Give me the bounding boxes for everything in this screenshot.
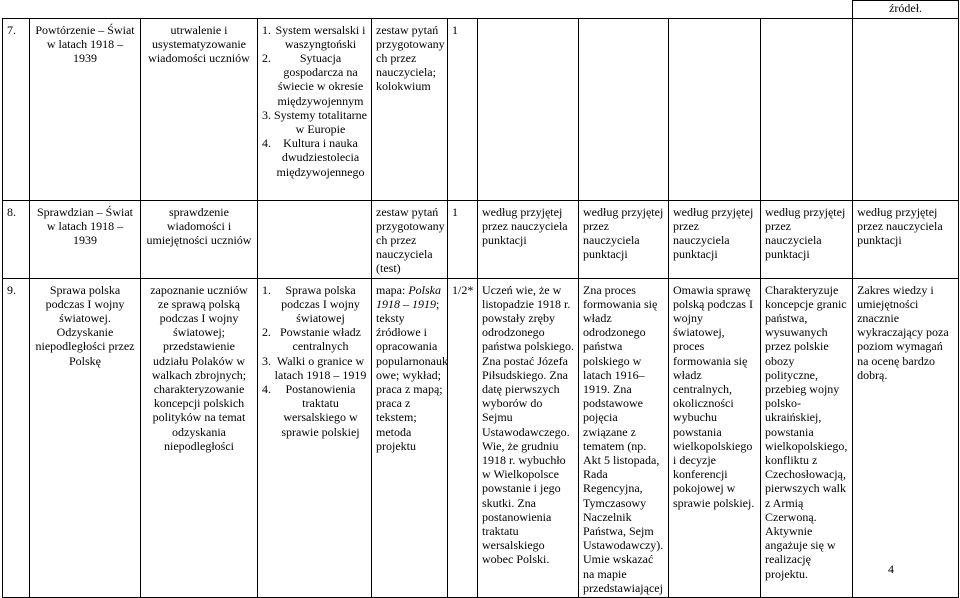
- list-item: 2. Sytuacja gospodarcza na świecie w okresie międzywojennym: [274, 51, 367, 108]
- list-item: 3. Walki o granice w latach 1918 – 1919: [274, 354, 367, 382]
- requirement-3: [669, 18, 761, 200]
- methods-rest: ; teksty źródłowe i opracowania popularnonauk owe; wykład; praca z mapą; praca z tekstem; metoda projektu: [376, 296, 448, 453]
- requirement-4: według przyjętej przez nauczyciela punktacji: [761, 200, 853, 278]
- list-item: 4. Postanowienia traktatu wersalskiego w sprawie polskiej: [274, 382, 367, 439]
- lesson-number: 8.: [3, 200, 30, 278]
- requirement-5: według przyjętej przez nauczyciela punktacji: [853, 200, 959, 278]
- lesson-goals: zapoznanie uczniów ze sprawą polską podczas I wojny światowej; przedstawienie udziału Polaków w walkach zbrojnych; charakteryzowanie koncepcji polskich polityków na temat odzyskania niepodległości: [141, 278, 258, 597]
- hours: 1: [448, 200, 478, 278]
- teaching-methods: [372, 278, 448, 597]
- list-item: 1. System wersalski i waszyngtoński: [274, 23, 367, 51]
- hours: 1: [448, 18, 478, 200]
- page-number: 4: [888, 562, 894, 576]
- table-row: [3, 278, 959, 597]
- teaching-methods: zestaw pytań przygotowany ch przez nauczyciela (test): [372, 200, 448, 278]
- requirement-1: według przyjętej przez nauczyciela punktacji: [478, 200, 579, 278]
- requirement-1: Uczeń wie, że w listopadzie 1918 r. powstały zręby odrodzonego państwa polskiego. Zna postać Józefa Piłsudskiego. Zna datę pierwszych wyborów do Sejmu Ustawodawczego. Wie, że grudniu 1918 r. wybuchło w Wielkopolsce powstanie i jego skutki. Zna postanowienia traktatu wersalskiego wobec Polski.: [478, 278, 579, 597]
- table-row: [3, 18, 959, 200]
- lesson-number: 9.: [3, 278, 30, 597]
- unit-title: Sprawa polska podczas I wojny światowej. Odzyskanie niepodległości przez Polskę: [30, 278, 141, 597]
- lesson-topics: [258, 18, 372, 200]
- lesson-topics: [258, 200, 372, 278]
- requirement-2: [579, 18, 669, 200]
- requirement-5: Zakres wiedzy i umiejętności znacznie wykraczający poza poziom wymagań na ocenę bardzo dobrą.: [853, 278, 959, 597]
- list-item: 4. Kultura i nauka dwudziestolecia międzywojennego: [274, 136, 367, 179]
- hours: 1/2*: [448, 278, 478, 597]
- list-item: 1. Sprawa polska podczas I wojny światowej: [274, 283, 367, 326]
- requirement-3: według przyjętej przez nauczyciela punktacji: [669, 200, 761, 278]
- unit-title: Sprawdzian – Świat w latach 1918 – 1939: [30, 200, 141, 278]
- continued-text: źródeł.: [853, 1, 959, 19]
- lesson-goals: utrwalenie i usystematyzowanie wiadomości uczniów: [141, 18, 258, 200]
- curriculum-table: [2, 0, 959, 598]
- requirement-4: [761, 18, 853, 200]
- requirement-1: [478, 18, 579, 200]
- requirement-2: według przyjętej przez nauczyciela punktacji: [579, 200, 669, 278]
- table-row: [3, 1, 959, 19]
- unit-title: Powtórzenie – Świat w latach 1918 – 1939: [30, 18, 141, 200]
- lesson-goals: sprawdzenie wiadomości i umiejętności uczniów: [141, 200, 258, 278]
- lesson-topics: [258, 278, 372, 597]
- requirement-2: Zna proces formowania się władz odrodzonego państwa polskiego w latach 1916– 1919. Zna podstawowe pojęcia związane z tematem (np. Akt 5 listopada, Rada Regencyjna, Tymczasowy Naczelnik Państwa, Sejm Ustawodawczy). Umie wskazać na mapie przedstawiającej: [579, 278, 669, 597]
- methods-prefix: mapa:: [376, 282, 409, 297]
- map-title: Polska 1918 – 1919: [376, 282, 441, 311]
- list-item: 3. Systemy totalitarne w Europie: [274, 108, 367, 136]
- lesson-number: 7.: [3, 18, 30, 200]
- requirement-3: Omawia sprawę polską podczas I wojny światowej, proces formowania się władz centralnych, okoliczności wybuchu powstania wielkopolskiego i decyzje konferencji pokojowej w sprawie polskiej.: [669, 278, 761, 597]
- requirement-5: [853, 18, 959, 200]
- teaching-methods: zestaw pytań przygotowany ch przez nauczyciela; kolokwium: [372, 18, 448, 200]
- requirement-4: Charakteryzuje koncepcje granic państwa, wysuwanych przez polskie obozy polityczne, przebieg wojny polsko-ukraińskiej, powstania wielkopolskiego, konfliktu z Czechosłowacją, pierwszych walk z Armią Czerwoną. Aktywnie angażuje się w realizację projektu.: [761, 278, 853, 597]
- table-row: [3, 200, 959, 278]
- list-item: 2. Powstanie władz centralnych: [274, 325, 367, 353]
